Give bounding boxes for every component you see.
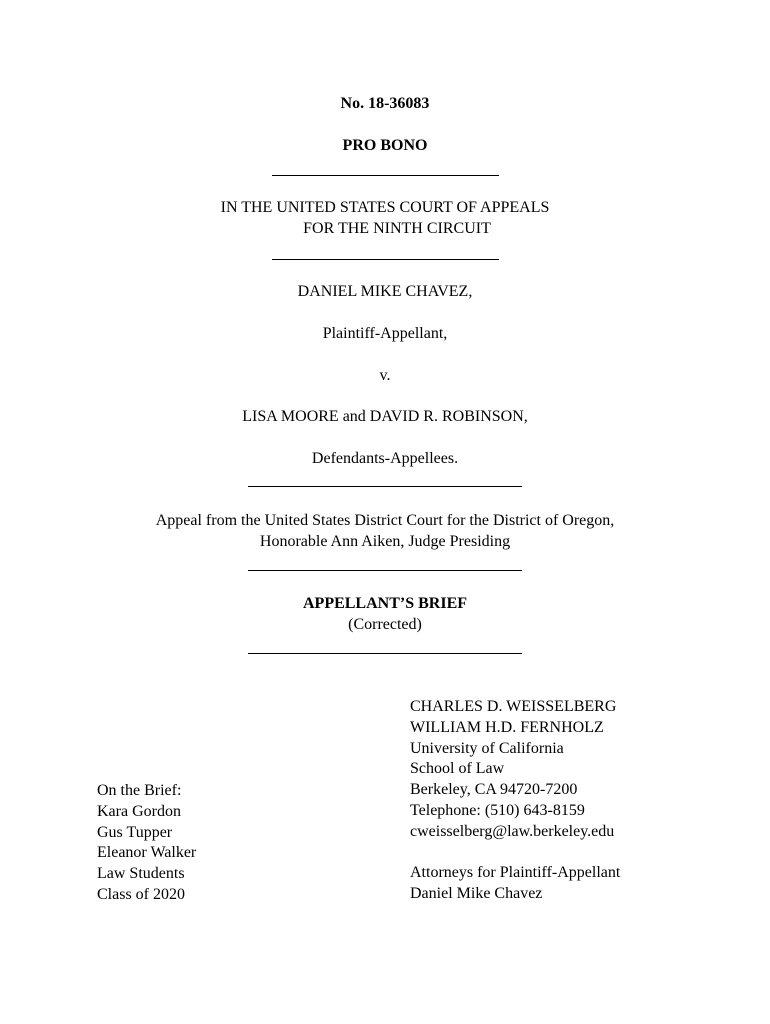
counsel-line: Attorneys for Plaintiff-Appellant xyxy=(410,864,621,882)
on-brief-name: Gus Tupper xyxy=(97,823,173,841)
counsel-line: School of Law xyxy=(410,760,505,778)
court-name-line-2: FOR THE NINTH CIRCUIT xyxy=(303,220,491,237)
divider xyxy=(248,486,522,487)
court-name-line-1: IN THE UNITED STATES COURT OF APPEALS xyxy=(220,199,550,216)
on-brief-name: Eleanor Walker xyxy=(97,844,197,862)
on-brief-heading: On the Brief: xyxy=(97,782,182,799)
counsel-line: WILLIAM H.D. FERNHOLZ xyxy=(410,718,604,736)
counsel-line: Telephone: (510) 643-8159 xyxy=(410,801,585,819)
on-brief-block xyxy=(97,781,196,906)
appeal-line-2: Honorable Ann Aiken, Judge Presiding xyxy=(259,533,511,550)
defendants-names: LISA MOORE and DAVID R. ROBINSON, xyxy=(242,408,528,425)
counsel-line: Berkeley, CA 94720-7200 xyxy=(410,781,578,799)
divider xyxy=(272,259,499,260)
divider xyxy=(248,653,522,654)
plaintiff-name: DANIEL MIKE CHAVEZ, xyxy=(297,283,473,300)
counsel-block xyxy=(410,697,620,905)
defendants-role: Defendants-Appellees. xyxy=(311,450,459,467)
on-brief-line: Law Students xyxy=(97,865,185,883)
divider xyxy=(272,175,499,176)
counsel-line: University of California xyxy=(410,739,564,757)
counsel-email: cweisselberg@law.berkeley.edu xyxy=(410,822,615,840)
brief-subtitle: (Corrected) xyxy=(348,616,422,633)
brief-title: APPELLANT’S BRIEF xyxy=(302,595,468,612)
case-number: No. 18-36083 xyxy=(340,95,430,112)
case-designation: PRO BONO xyxy=(342,137,428,154)
on-brief-name: Kara Gordon xyxy=(97,802,181,820)
divider xyxy=(248,570,522,571)
versus: v. xyxy=(379,367,391,384)
appeal-line-1: Appeal from the United States District Court for the District of Oregon, xyxy=(155,512,615,529)
on-brief-line: Class of 2020 xyxy=(97,885,185,903)
counsel-line: CHARLES D. WEISSELBERG xyxy=(410,698,617,715)
plaintiff-role: Plaintiff-Appellant, xyxy=(322,325,448,342)
counsel-line: Daniel Mike Chavez xyxy=(410,885,543,903)
counsel-spacer xyxy=(410,843,620,864)
